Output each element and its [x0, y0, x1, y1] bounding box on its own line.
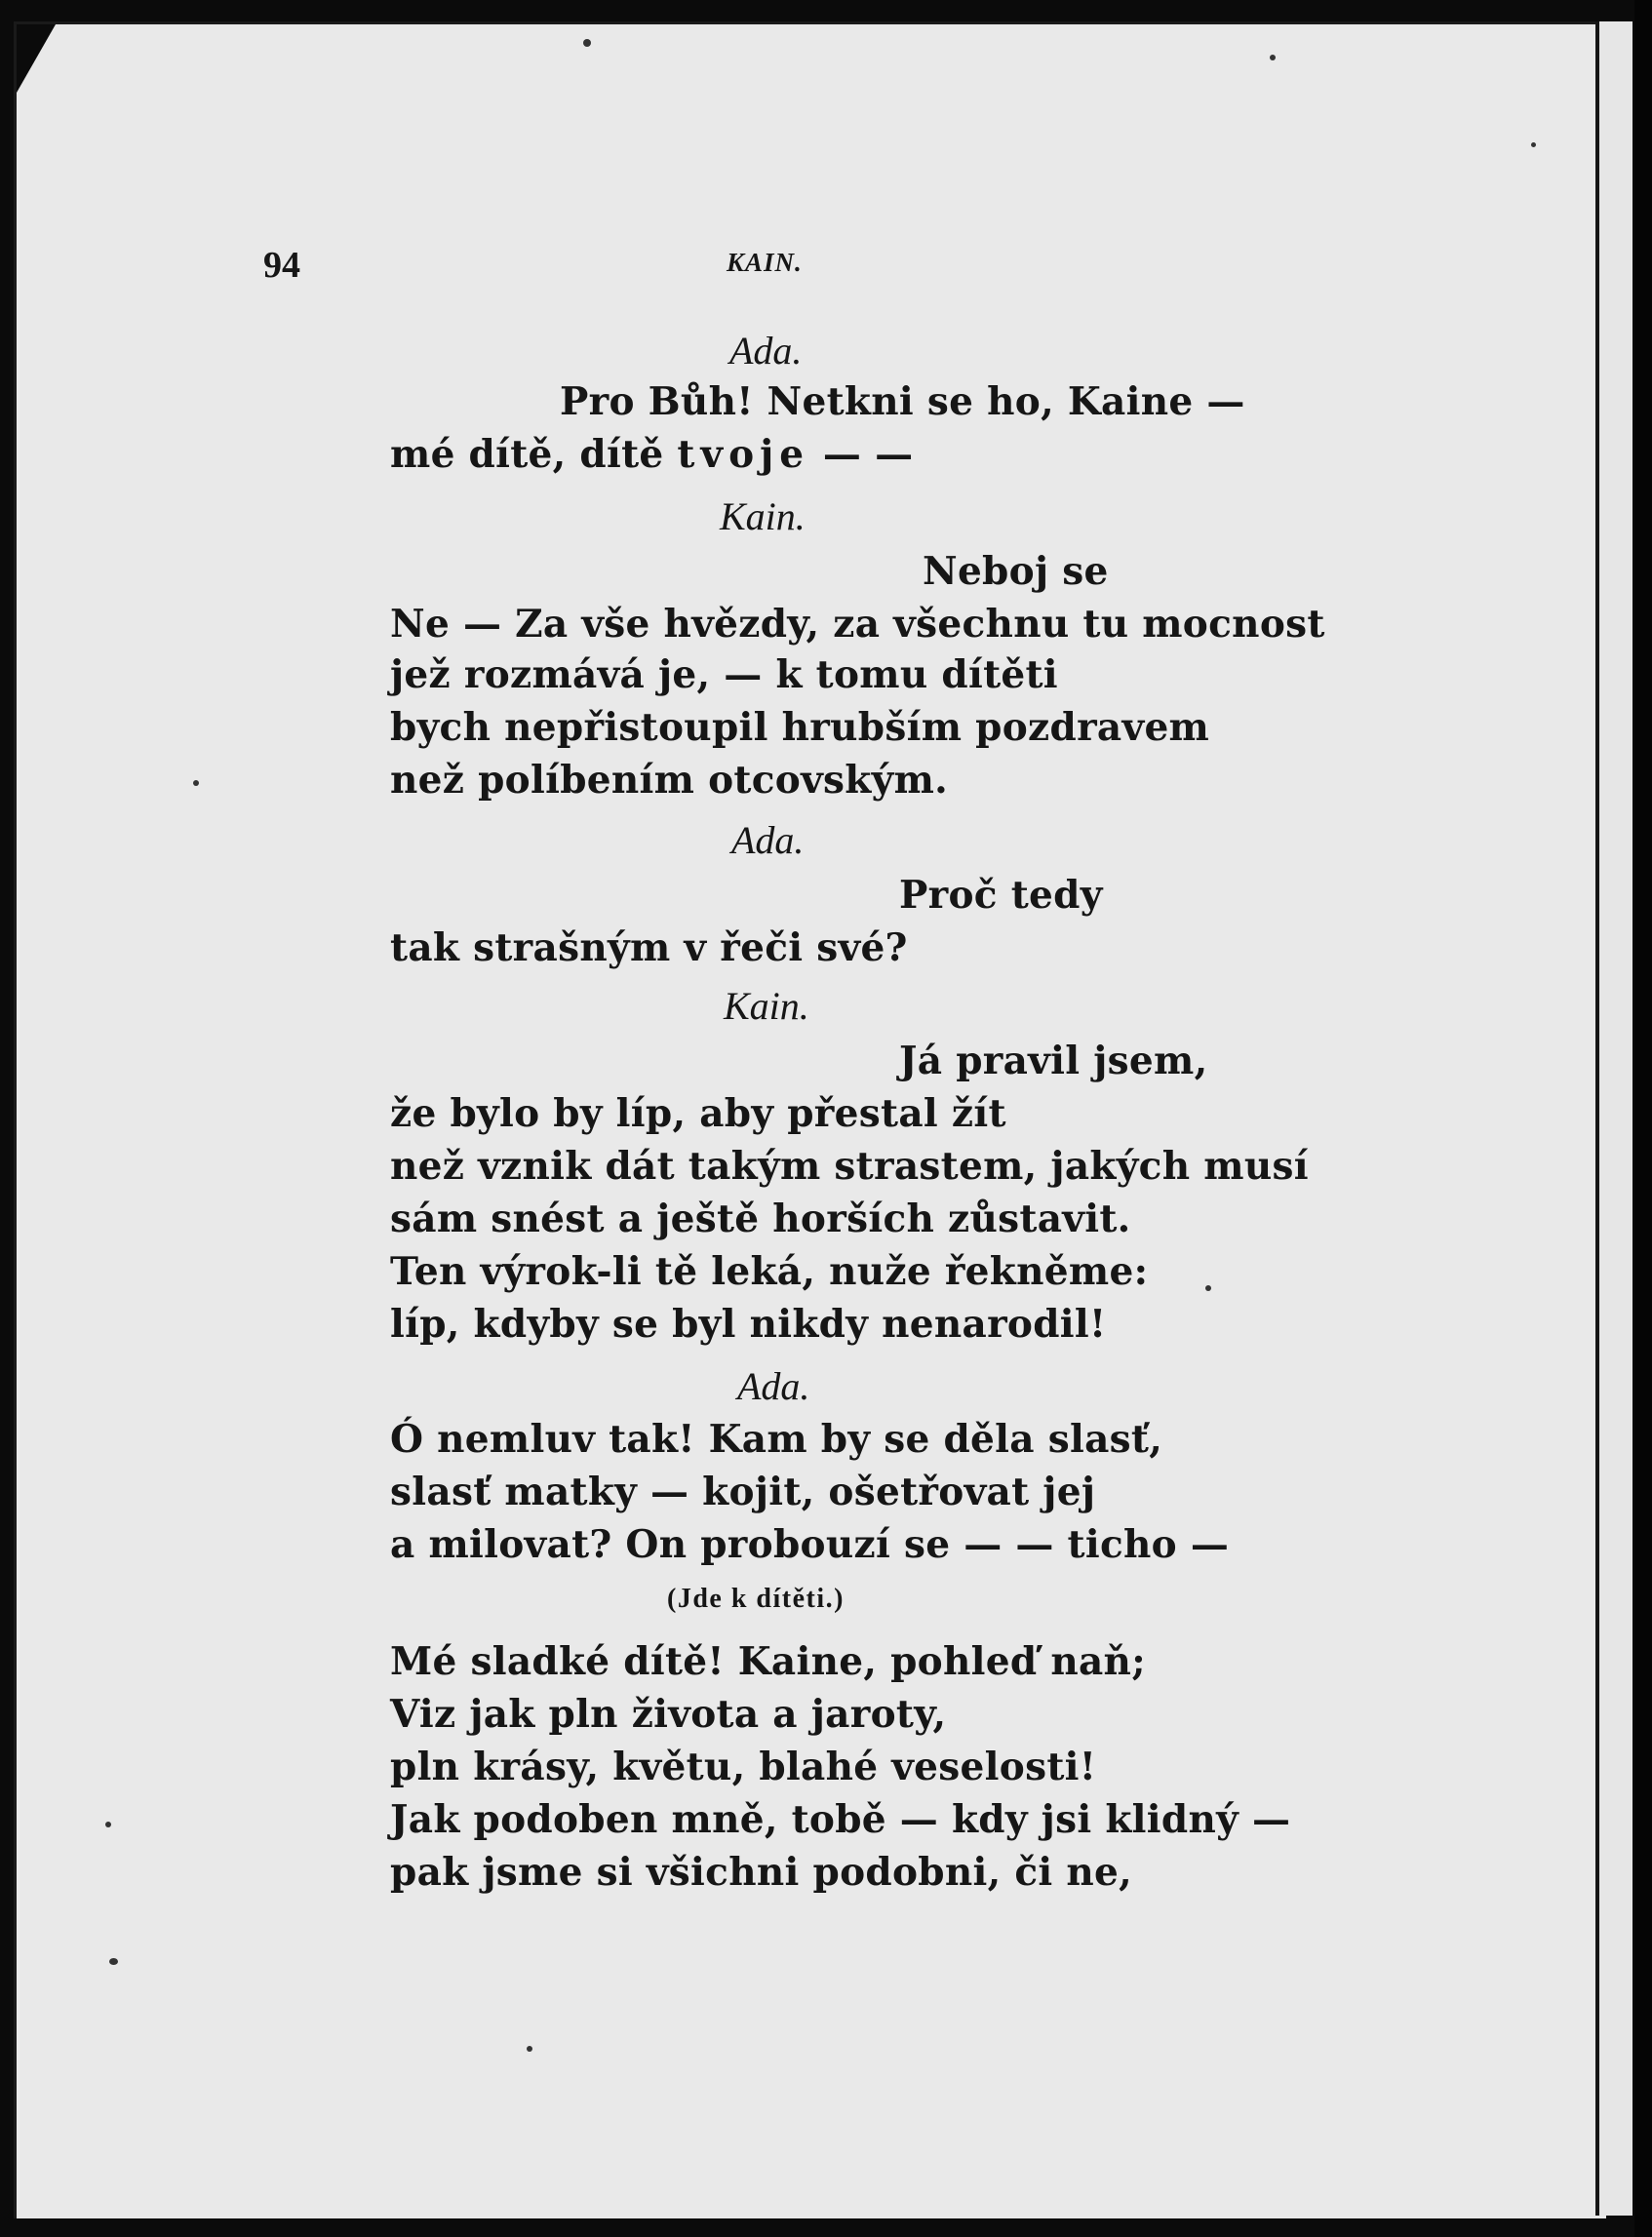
verse-line: [390, 431, 913, 478]
speaker-label: Ada.: [731, 818, 805, 862]
verse-line: Mé sladké dítě! Kaine, pohleď naň;: [390, 1639, 1146, 1684]
verse-line: Ó nemluv tak! Kam by se děla slasť,: [390, 1417, 1163, 1462]
page-number: 94: [263, 245, 300, 286]
verse-line: Neboj se: [923, 549, 1109, 594]
stage-direction: (Jde k dítěti.): [667, 1584, 845, 1614]
verse-line: líp, kdyby se byl nikdy nenarodil!: [390, 1302, 1107, 1347]
verse-line: a milovat? On probouzí se — — ticho —: [390, 1522, 1230, 1567]
verse-line-text: mé dítě, dítě tvoje — —: [390, 432, 914, 477]
verse-line: bych nepřistoupil hrubším pozdravem: [390, 705, 1210, 750]
verse-line: Pro Bůh! Netkni se ho, Kaine —: [560, 379, 1245, 424]
verse-line: Proč tedy: [899, 873, 1103, 918]
verse-line: slasť matky — kojit, ošetřovat jej: [390, 1470, 1096, 1514]
verse-line: sám snést a ještě horších zůstavit.: [390, 1197, 1131, 1241]
verse-line: Viz jak pln života a jaroty,: [390, 1692, 947, 1737]
verse-line: Ne — Za vše hvězdy, za všechnu tu mocnost: [390, 602, 1325, 647]
verse-line: pln krásy, květu, blahé veselosti!: [390, 1745, 1097, 1789]
speaker-label: Ada.: [737, 1364, 810, 1408]
speaker-label: Kain.: [720, 494, 806, 538]
verse-line: že bylo by líp, aby přestal žít: [390, 1091, 1006, 1136]
verse-line: pak jsme si všichni podobni, či ne,: [390, 1850, 1133, 1895]
verse-line: než políbením otcovským.: [390, 758, 949, 803]
verse-line: Já pravil jsem,: [899, 1039, 1208, 1083]
speaker-label: Ada.: [729, 329, 803, 373]
verse-line: Jak podoben mně, tobě — kdy jsi klidný —: [390, 1797, 1291, 1842]
speaker-label: Kain.: [724, 984, 809, 1028]
verse-line: Ten výrok-li tě leká, nuže řekněme:: [390, 1249, 1149, 1294]
verse-line: tak strašným v řeči své?: [390, 925, 908, 970]
verse-line: než vznik dát takým strastem, jakých musí: [390, 1144, 1309, 1189]
running-title: KAIN.: [727, 248, 803, 277]
verse-line: jež rozmává je, — k tomu dítěti: [390, 652, 1058, 697]
emphasized-word: tvoje: [677, 432, 810, 477]
